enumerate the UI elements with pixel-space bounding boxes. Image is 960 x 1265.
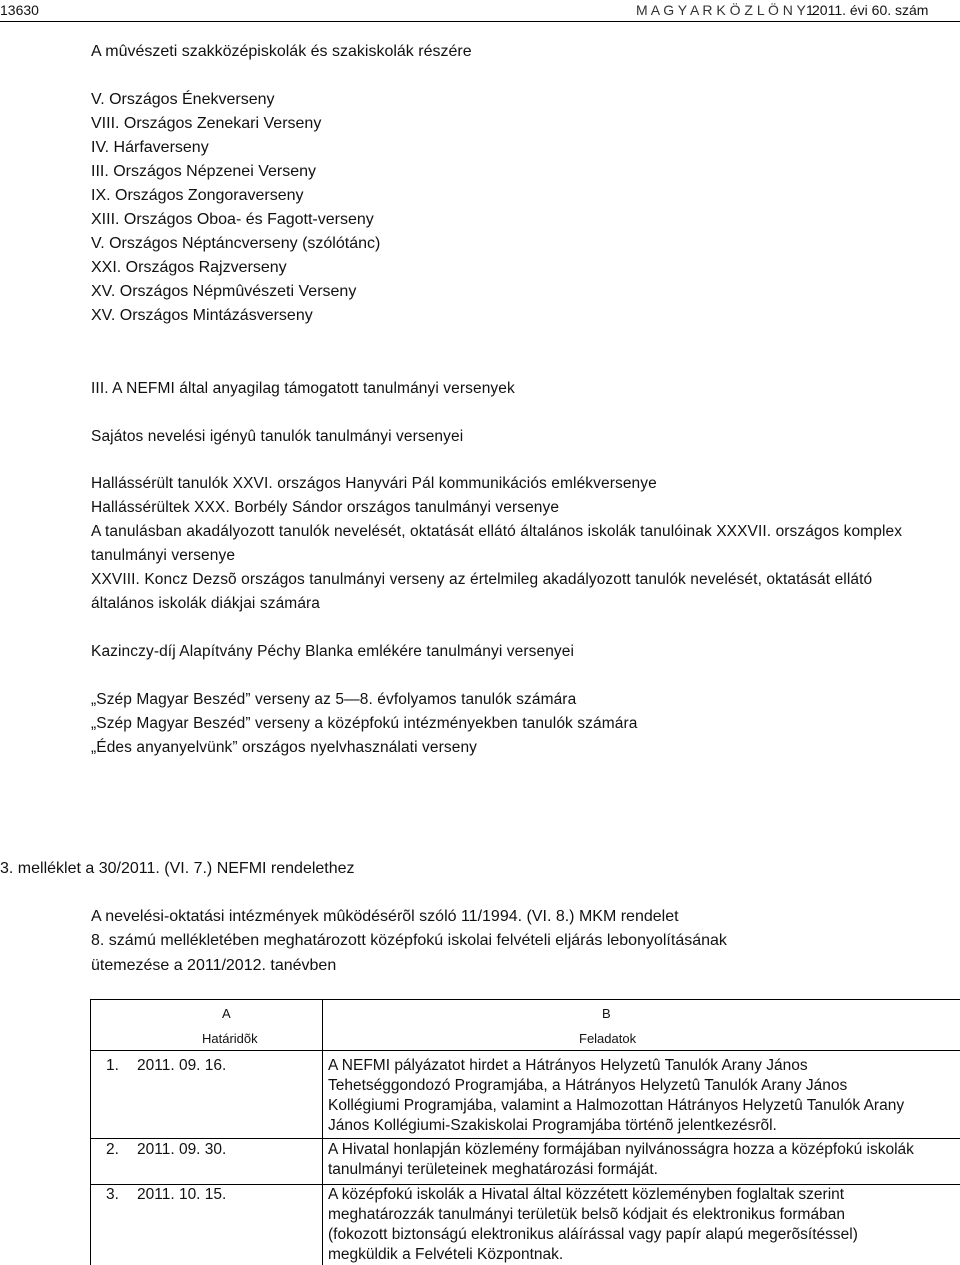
column-letter: B	[602, 1006, 611, 1021]
row-deadline: 2011. 10. 15.	[137, 1186, 227, 1203]
row-task-line: megküldik a Felvételi Központnak.	[328, 1246, 564, 1263]
table-rule	[322, 999, 323, 1265]
competition-line: XXVIII. Koncz Dezsõ országos tanulmányi verseny az értelmileg akadályozott tanulók nevelését, oktatását ellátó	[91, 571, 873, 588]
issue-overlap: 1	[806, 2, 814, 18]
row-task-line: János Kollégiumi-Szakiskolai Programjába történõ jelentkezésrõl.	[328, 1117, 777, 1134]
table-rule	[90, 1050, 960, 1051]
header-rule	[0, 21, 960, 22]
list-item: VIII. Országos Zenekari Verseny	[91, 115, 322, 132]
annex-intro-line: 8. számú mellékletében meghatározott középfokú iskolai felvételi eljárás lebonyolításának	[91, 932, 727, 949]
row-number: 2.	[106, 1141, 119, 1158]
list-item: XV. Országos Népmûvészeti Verseny	[91, 283, 357, 300]
row-task-line: A középfokú iskolák a Hivatal által közzétett közleményben foglaltak szerint	[328, 1186, 845, 1203]
competition-line: általános iskolák diákjai számára	[91, 595, 321, 612]
row-task-line: Tehetséggondozó Programjába, a Hátrányos Helyzetû Tanulók Arany János	[328, 1077, 848, 1094]
row-deadline: 2011. 09. 30.	[137, 1141, 227, 1158]
list-item: III. Országos Népzenei Verseny	[91, 163, 316, 180]
column-letter: A	[222, 1006, 231, 1021]
competition-line: Hallássérültek XXX. Borbély Sándor országos tanulmányi versenye	[91, 499, 560, 516]
competition-line: tanulmányi versenye	[91, 547, 236, 564]
table-rule	[90, 999, 960, 1000]
list-item: XIII. Országos Oboa- és Fagott-verseny	[91, 211, 374, 228]
row-deadline: 2011. 09. 16.	[137, 1057, 227, 1074]
page-number: 13630	[0, 2, 39, 18]
arts-heading: A mûvészeti szakközépiskolák és szakiskolák részére	[91, 43, 472, 60]
list-item: XXI. Országos Rajzverseny	[91, 259, 287, 276]
row-number: 1.	[106, 1057, 119, 1074]
subsection-heading: Sajátos nevelési igényû tanulók tanulmányi versenyei	[91, 428, 464, 445]
table-rule	[90, 999, 91, 1265]
annex-intro-line: A nevelési-oktatási intézmények mûködésérõl szóló 11/1994. (VI. 8.) MKM rendelet	[91, 908, 679, 925]
row-task-line: Kollégiumi Programjába, valamint a Halmozottan Hátrányos Helyzetû Tanulók Arany	[328, 1097, 905, 1114]
table-rule	[90, 1138, 960, 1139]
list-item: XV. Országos Mintázásverseny	[91, 307, 313, 324]
quoted-competition: „Édes anyanyelvünk” országos nyelvhasználati verseny	[91, 739, 478, 756]
issue-number: 2011. évi 60. szám	[812, 2, 929, 18]
quoted-competition: „Szép Magyar Beszéd” verseny a középfokú intézményekben tanulók számára	[91, 715, 638, 732]
row-task-line: A Hivatal honlapján közlemény formájában nyilvánosságra hozza a középfokú iskolák	[328, 1141, 914, 1158]
annex-title: 3. melléklet a 30/2011. (VI. 7.) NEFMI rendelethez	[0, 860, 355, 877]
subsection-heading: Kazinczy-díj Alapítvány Péchy Blanka emlékére tanulmányi versenyei	[91, 643, 575, 660]
table-rule	[90, 1184, 960, 1185]
journal-title: M A G Y A R K Ö Z L Ö N Y	[636, 2, 806, 18]
row-task-line: (fokozott biztonságú elektronikus aláírással vagy papír alapú megerõsítéssel)	[328, 1226, 858, 1243]
list-item: V. Országos Néptáncverseny (szólótánc)	[91, 235, 381, 252]
quoted-competition: „Szép Magyar Beszéd” verseny az 5—8. évfolyamos tanulók számára	[91, 691, 577, 708]
list-item: IX. Országos Zongoraverseny	[91, 187, 304, 204]
row-task-line: tanulmányi területeinek meghatározási formáját.	[328, 1161, 658, 1178]
row-task-line: A NEFMI pályázatot hirdet a Hátrányos Helyzetû Tanulók Arany János	[328, 1057, 808, 1074]
list-item: V. Országos Énekverseny	[91, 91, 275, 108]
row-number: 3.	[106, 1186, 119, 1203]
competition-line: Hallássérült tanulók XXVI. országos Hanyvári Pál kommunikációs emlékversenye	[91, 475, 657, 492]
row-task-line: meghatározzák tanulmányi területük belsõ kódjait és elektronikus formában	[328, 1206, 845, 1223]
annex-intro-line: ütemezése a 2011/2012. tanévben	[91, 957, 337, 974]
section-heading: III. A NEFMI által anyagilag támogatott tanulmányi versenyek	[91, 380, 515, 397]
column-header: Feladatok	[579, 1031, 637, 1046]
column-header: Határidõk	[202, 1031, 258, 1046]
list-item: IV. Hárfaverseny	[91, 139, 209, 156]
competition-line: A tanulásban akadályozott tanulók nevelését, oktatását ellátó általános iskolák tanulóinak XXXVII. országos komplex	[91, 523, 903, 540]
